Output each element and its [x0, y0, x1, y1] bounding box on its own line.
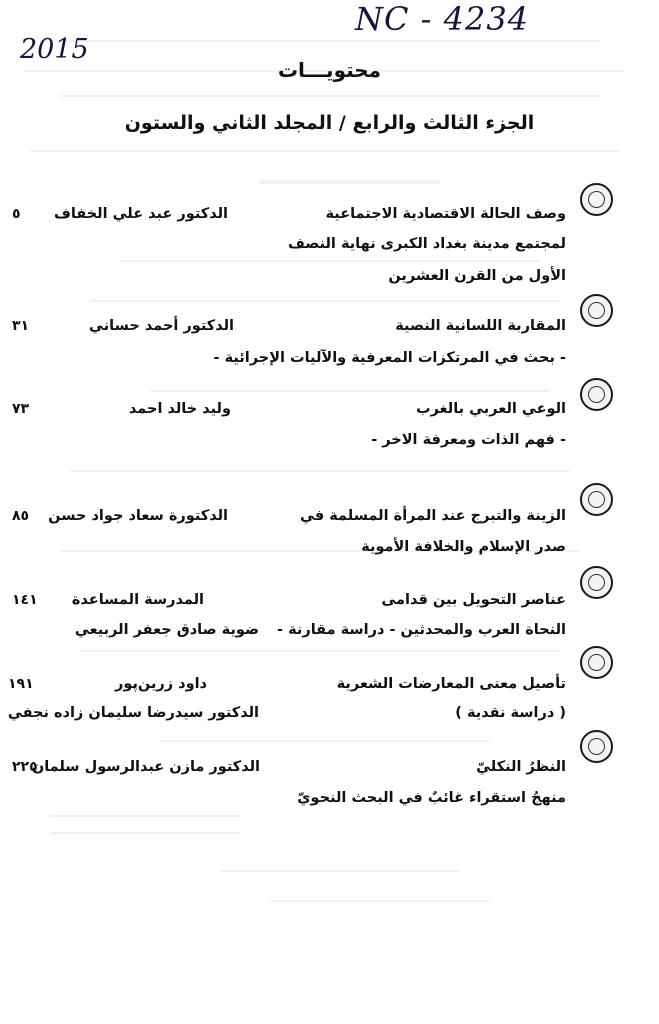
catalog-number-annotation: NC - 4234 [355, 0, 530, 38]
entry-author: المدرسة المساعدة [71, 592, 204, 608]
entry-author: داود زرين‌پور [115, 676, 207, 692]
entry-page-number: ١٤١ [12, 592, 38, 608]
seal-icon [580, 483, 613, 516]
entry-title-line: تأصيل معنى المعارضات الشعرية [336, 676, 566, 692]
entry-page-number: ٢٢٥ [12, 759, 38, 775]
entry-title-line: عناصر التحويل بين قدامى [381, 592, 566, 608]
entry-title-line: النحاة العرب والمحدثين - دراسة مقارنة - [277, 622, 566, 638]
entry-page-number: ٧٣ [12, 401, 30, 417]
entry-title-line: الوعي العربي بالغرب [415, 401, 566, 417]
volume-subheading: الجزء الثالث والرابع / المجلد الثاني والستون [124, 112, 535, 134]
entry-page-number: ٨٥ [12, 508, 30, 524]
seal-icon [580, 646, 613, 679]
entry-title-line: ( دراسة نقدية ) [455, 705, 566, 721]
entry-author: الدكتور أحمد حساني [89, 318, 234, 334]
entry-title-line: منهجُ استقراء غائبٌ في البحث النحويّ [297, 790, 566, 806]
entry-title-line: الأول من القرن العشرين [388, 268, 566, 284]
year-annotation: 2015 [20, 34, 89, 65]
entry-title-line: الزينة والتبرج عند المرأة المسلمة في [300, 508, 566, 524]
seal-icon [580, 566, 613, 599]
entry-author: الدكتور مازن عبدالرسول سلمان [31, 759, 260, 775]
entry-title-line: - فهم الذات ومعرفة الاخر - [371, 432, 566, 448]
seal-icon [580, 294, 613, 327]
seal-icon [580, 730, 613, 763]
entry-title-line: صدر الإسلام والخلافة الأموية [361, 539, 566, 555]
entry-author: الدكتور عبد علي الخفاف [53, 206, 228, 222]
entry-author: ضوية صادق جعفر الربيعي [74, 622, 259, 638]
entry-title-line: وصف الحالة الاقتصادية الاجتماعية [325, 206, 566, 222]
contents-heading: محتويـــات [277, 58, 382, 82]
entry-author: الدكتورة سعاد جواد حسن [48, 508, 228, 524]
entry-page-number: ٥ [12, 206, 21, 222]
seal-icon [580, 378, 613, 411]
seal-icon [580, 183, 613, 216]
entry-author: الدكتور سيدرضا سليمان زاده نجفي [7, 705, 259, 721]
entry-title-line: - بحث في المرتكزات المعرفية والآليات الإجرائية - [213, 350, 566, 366]
entry-page-number: ٣١ [12, 318, 30, 334]
entry-title-line: المقاربة اللسانية النصية [395, 318, 566, 334]
entry-page-number: ١٩١ [8, 676, 34, 692]
entry-title-line: النظرُ النكليّ [476, 759, 566, 775]
entry-title-line: لمجتمع مدينة بغداد الكبرى نهاية النصف [288, 236, 566, 252]
entry-author: وليد خالد احمد [128, 401, 231, 417]
